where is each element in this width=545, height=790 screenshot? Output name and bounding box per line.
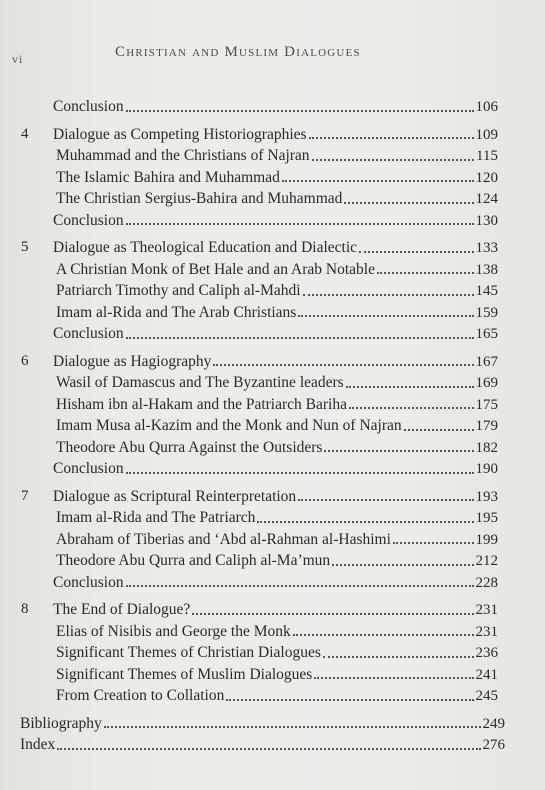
page-number: 167 (475, 353, 498, 370)
entry-title: Theodore Abu Qurra Against the Outsiders (56, 438, 323, 456)
entry-title: Conclusion (53, 460, 124, 477)
toc-section (0, 621, 545, 643)
entry-title: Conclusion (53, 325, 124, 342)
dot-leader (126, 337, 474, 339)
dot-leader (332, 564, 473, 566)
chapter-number: 4 (21, 125, 29, 142)
entry-title: Imam al-Rida and The Patriarch (56, 509, 256, 526)
dot-leader (404, 429, 474, 431)
toc-conclusion (0, 96, 545, 118)
entry-title: Index (20, 736, 56, 753)
table-of-contents (0, 96, 545, 756)
toc-section (0, 302, 545, 324)
running-title: Christian and Muslim Dialogues (115, 44, 361, 60)
dot-leader (312, 159, 475, 161)
page-number: 249 (482, 715, 505, 732)
page-folio: vi (12, 52, 24, 66)
toc-section (0, 280, 545, 302)
entry-title: Patriarch Timothy and Caliph al-Mahdi (56, 282, 301, 299)
chapter-number: 8 (21, 601, 29, 617)
page-number: 195 (475, 510, 498, 526)
dot-leader (213, 364, 473, 366)
dot-leader (309, 137, 474, 139)
toc-chapter (0, 351, 545, 480)
page-number: 133 (475, 240, 498, 256)
chapter-number: 6 (21, 352, 29, 369)
page-number: 231 (475, 623, 498, 640)
toc-section (0, 437, 545, 459)
page-number: 193 (475, 488, 498, 505)
toc-conclusion (0, 323, 545, 345)
entry-title: Muhammad and the Christians of Najran (56, 147, 310, 164)
toc-section (0, 685, 545, 707)
entry-title: Wasil of Damascus and The Byzantine leaders (56, 374, 344, 391)
entry-title: Imam al-Rida and The Arab Christians (56, 303, 297, 321)
dot-leader (393, 542, 474, 544)
page-number: 175 (475, 396, 498, 413)
toc-conclusion (0, 210, 545, 232)
dot-leader (346, 386, 474, 388)
entry-title: Bibliography (20, 714, 102, 732)
entry-title: The Christian Sergius-Bahira and Muhammad (56, 190, 343, 207)
page-number: 212 (475, 553, 498, 569)
dot-leader (349, 407, 474, 409)
dot-leader (57, 748, 480, 750)
toc-section (0, 372, 545, 394)
toc-chapter-heading (0, 486, 545, 508)
page-number: 199 (475, 531, 498, 548)
dot-leader (126, 110, 474, 112)
entry-title: Conclusion (53, 573, 124, 591)
toc-chapter-heading (0, 351, 545, 373)
page-number: 165 (475, 326, 498, 342)
entry-title: Significant Themes of Christian Dialogues (56, 644, 321, 661)
toc-chapter-heading (0, 124, 545, 146)
entry-title: A Christian Monk of Bet Hale and an Arab Notable (56, 260, 375, 278)
page-number: 106 (475, 99, 498, 115)
toc-section (0, 394, 545, 416)
entry-title: Dialogue as Competing Historiographies (53, 125, 307, 143)
page-number: 245 (475, 688, 498, 704)
entry-title: Dialogue as Scriptural Reinterpretation (53, 487, 297, 505)
dot-leader (314, 677, 473, 679)
toc-section (0, 415, 545, 437)
page-number: 109 (475, 126, 498, 143)
page-number: 124 (475, 191, 498, 207)
page-number: 130 (475, 212, 498, 229)
dot-leader (298, 499, 473, 501)
entry-title: Dialogue as Theological Education and Dialectic (53, 239, 358, 256)
dot-leader (126, 472, 474, 474)
dot-leader (226, 699, 473, 701)
toc-section (0, 259, 545, 281)
page-number: 241 (475, 666, 498, 683)
dot-leader (359, 251, 473, 253)
dot-leader (298, 315, 473, 317)
page-number: 145 (475, 283, 498, 299)
page-number: 120 (475, 169, 498, 186)
toc-chapter (0, 124, 545, 232)
entry-title: Theodore Abu Qurra and Caliph al-Ma’mun (56, 552, 331, 569)
dot-leader (192, 613, 473, 615)
dot-leader (303, 294, 474, 296)
dot-leader (282, 180, 474, 182)
toc-section (0, 188, 545, 210)
toc-back-matter (0, 734, 545, 756)
page-number: 169 (475, 375, 498, 391)
page-number: 190 (475, 461, 498, 477)
toc-chapter-heading (0, 237, 545, 259)
chapter-number: 7 (21, 487, 29, 504)
toc-section (0, 550, 545, 572)
toc-chapter (0, 237, 545, 345)
dot-leader (324, 450, 473, 452)
page-number: 236 (475, 645, 498, 661)
toc-section (0, 507, 545, 529)
toc-conclusion (0, 458, 545, 480)
entry-title: Conclusion (53, 211, 124, 229)
entry-title: Dialogue as Hagiography (53, 352, 212, 370)
entry-title: Significant Themes of Muslim Dialogues (56, 665, 313, 683)
page-number: 179 (475, 418, 498, 434)
entry-title: From Creation to Collation (56, 687, 225, 704)
entry-title: Hisham ibn al-Hakam and the Patriarch Bariha (56, 395, 347, 413)
dot-leader (126, 223, 474, 225)
page-number: 228 (475, 574, 498, 591)
toc-chapter-heading (0, 599, 545, 621)
toc-chapter (0, 486, 545, 594)
page-number: 159 (475, 304, 498, 321)
entry-title: Imam Musa al-Kazim and the Monk and Nun of Najran (56, 417, 402, 434)
dot-leader (257, 521, 473, 523)
toc-section (0, 167, 545, 189)
entry-title: Conclusion (53, 98, 124, 115)
dot-leader (344, 202, 473, 204)
dot-leader (323, 656, 474, 658)
page-number: 276 (482, 737, 505, 753)
entry-title: The End of Dialogue? (53, 601, 191, 618)
dot-leader (126, 585, 474, 587)
toc-section (0, 642, 545, 664)
toc-section (0, 664, 545, 686)
toc-chapter (0, 599, 545, 707)
toc-section (0, 529, 545, 551)
entry-title: Elias of Nisibis and George the Monk (56, 622, 291, 640)
page-number: 138 (475, 261, 498, 278)
toc-section (0, 145, 545, 167)
page-number: 231 (475, 602, 498, 618)
chapter-number: 5 (21, 239, 29, 255)
toc-back-matter (0, 713, 545, 735)
page-number: 115 (476, 148, 498, 164)
toc-conclusion (0, 572, 545, 594)
page-number: 182 (475, 439, 498, 456)
entry-title: The Islamic Bahira and Muhammad (56, 168, 280, 186)
dot-leader (104, 726, 481, 728)
dot-leader (377, 272, 474, 274)
page-header (0, 44, 545, 72)
dot-leader (293, 634, 474, 636)
entry-title: Abraham of Tiberias and ‘Abd al-Rahman al-Hashimi (56, 530, 391, 548)
